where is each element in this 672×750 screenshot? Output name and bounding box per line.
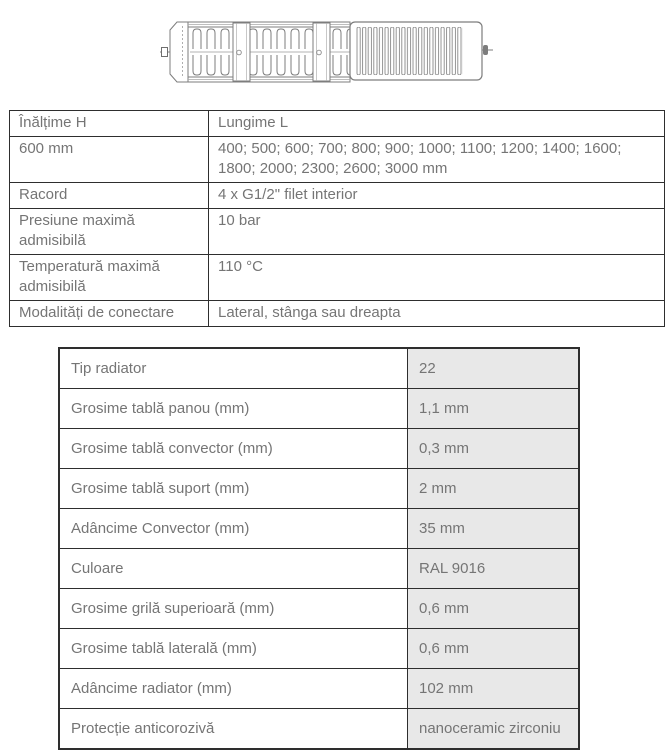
spec-row (59, 709, 579, 750)
spec-row (10, 209, 665, 255)
spec-label-cell: Înălțime H (10, 111, 209, 137)
spec-label-cell: 600 mm (10, 137, 209, 183)
spec-value-cell: 2 mm (408, 469, 580, 509)
spec-label-cell: Modalități de conectare (10, 301, 209, 327)
detail-specs-table (58, 347, 580, 750)
spec-row (59, 469, 579, 509)
spec-row (10, 111, 665, 137)
spec-row (10, 301, 665, 327)
spec-row (59, 389, 579, 429)
spec-value-cell: 22 (408, 348, 580, 389)
spec-label-cell: Racord (10, 183, 209, 209)
spec-row (59, 348, 579, 389)
spec-row (59, 549, 579, 589)
radiator-separator (313, 23, 330, 81)
spec-label-cell: Adâncime radiator (mm) (59, 669, 408, 709)
spec-row (59, 589, 579, 629)
spec-label-cell: Presiune maximă admisibilă (10, 209, 209, 255)
spec-row (10, 183, 665, 209)
radiator-convector-fins (188, 22, 350, 82)
spec-label-cell: Grosime tablă convector (mm) (59, 429, 408, 469)
radiator-grille (350, 22, 482, 80)
spec-value-cell: 400; 500; 600; 700; 800; 900; 1000; 1100; 1200; 1400; 1600; 1800; 2000; 2300; 2600; 3000 mm (209, 137, 665, 183)
spec-value-cell: 0,3 mm (408, 429, 580, 469)
radiator-end-cap (170, 22, 188, 82)
spec-label-cell: Protecție anticorozivă (59, 709, 408, 750)
general-specs-table (9, 110, 665, 327)
spec-value-cell: 102 mm (408, 669, 580, 709)
radiator-drawing-icon (160, 19, 494, 89)
spec-label-cell: Tip radiator (59, 348, 408, 389)
spec-label-cell: Grosime tablă panou (mm) (59, 389, 408, 429)
spec-label-cell: Grosime grilă superioară (mm) (59, 589, 408, 629)
spec-value-cell: Lungime L (209, 111, 665, 137)
radiator-separator (233, 23, 250, 81)
spec-row (10, 137, 665, 183)
spec-label-cell: Grosime tablă suport (mm) (59, 469, 408, 509)
spec-value-cell: 110 °C (209, 255, 665, 301)
radiator-right-connector (482, 45, 493, 55)
spec-value-cell: RAL 9016 (408, 549, 580, 589)
spec-label-cell: Adâncime Convector (mm) (59, 509, 408, 549)
spec-value-cell: 0,6 mm (408, 589, 580, 629)
spec-label-cell: Culoare (59, 549, 408, 589)
spec-row (59, 509, 579, 549)
spec-value-cell: Lateral, stânga sau dreapta (209, 301, 665, 327)
spec-value-cell: 1,1 mm (408, 389, 580, 429)
spec-value-cell: nanoceramic zirconiu (408, 709, 580, 750)
spec-label-cell: Grosime tablă laterală (mm) (59, 629, 408, 669)
spec-row (59, 429, 579, 469)
spec-value-cell: 35 mm (408, 509, 580, 549)
spec-row (59, 669, 579, 709)
spec-value-cell: 4 x G1/2" filet interior (209, 183, 665, 209)
spec-row (59, 629, 579, 669)
spec-value-cell: 10 bar (209, 209, 665, 255)
spec-label-cell: Temperatură maximă admisibilă (10, 255, 209, 301)
spec-row (10, 255, 665, 301)
radiator-diagram (160, 19, 494, 89)
radiator-left-connector (160, 48, 170, 57)
spec-value-cell: 0,6 mm (408, 629, 580, 669)
